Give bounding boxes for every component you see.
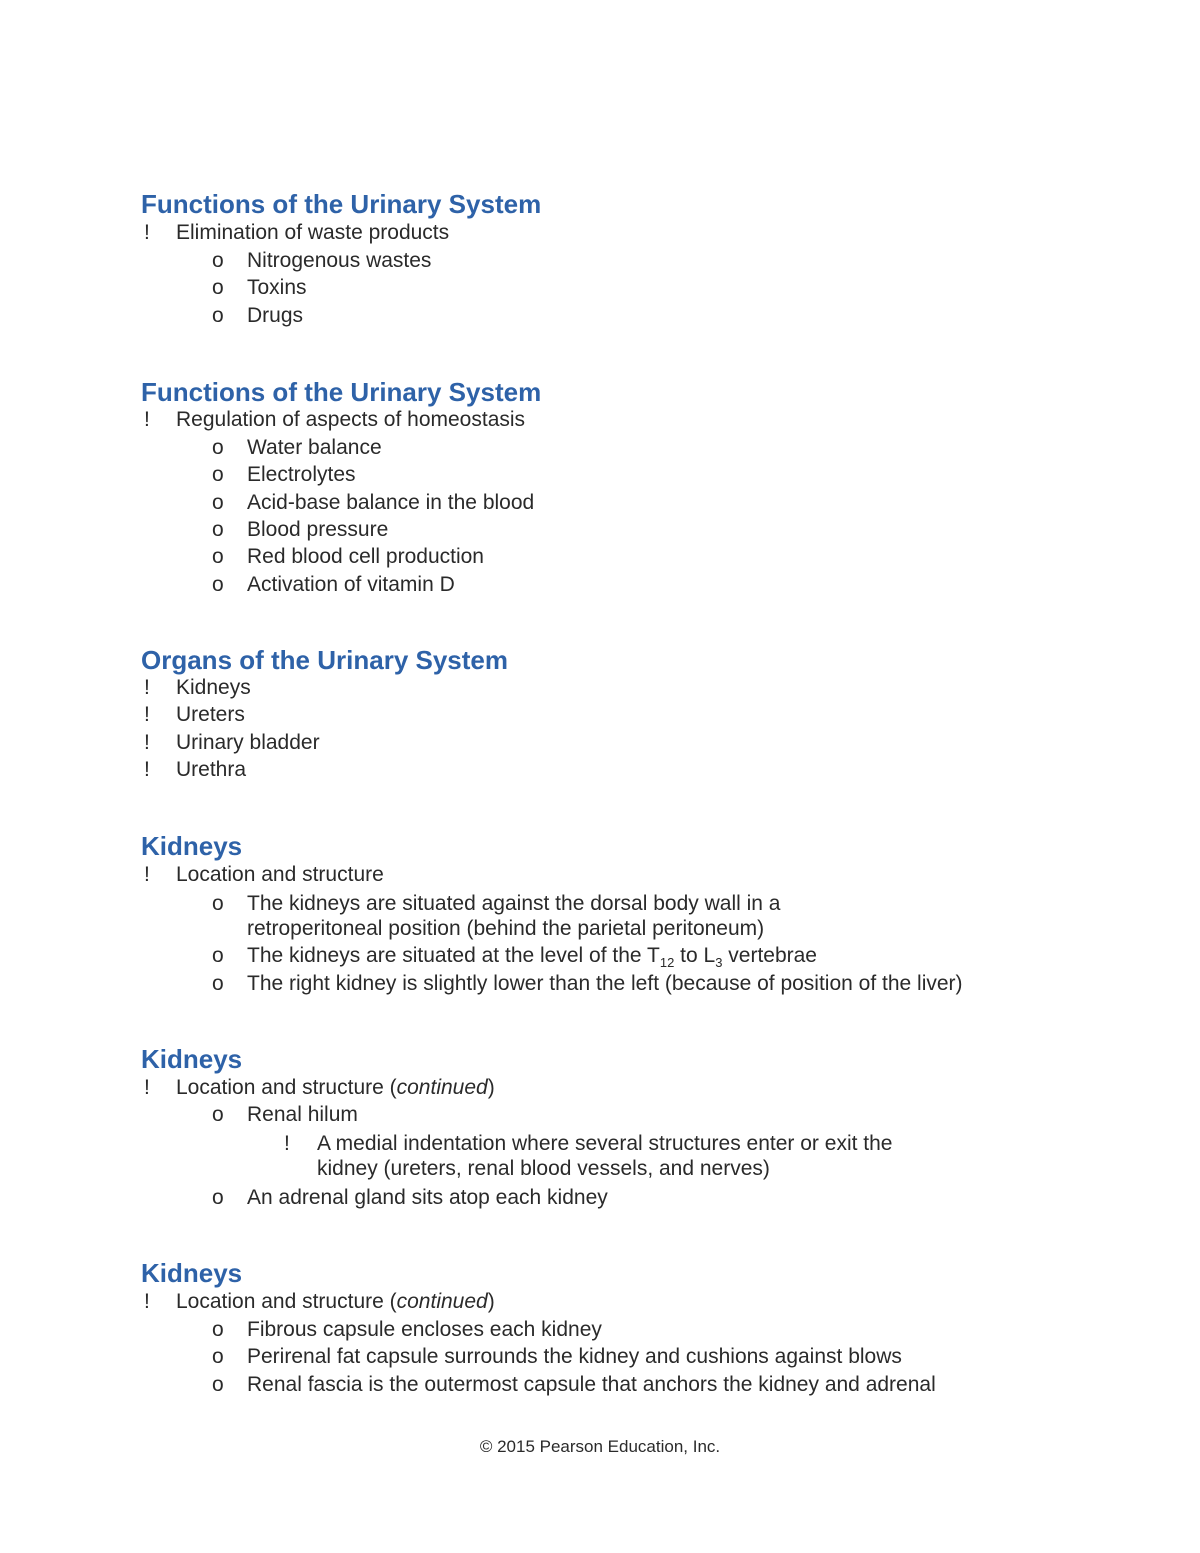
bullet-circle-icon: o — [212, 944, 224, 967]
bullet-circle-icon: o — [212, 249, 224, 272]
bullet-exclaim-icon: ! — [144, 703, 150, 726]
section-kidneys-1: Kidneys ! Location and structure o The kidneys are situated against the dorsal body wall in a retroperitoneal position (behind the parietal peritoneum) o The kidneys are situated at the level of the $T_{12}$ to $L_3$ vertebrae o The right kidney is slightly lower than the left (because of position of the liver) — [141, 831, 1141, 861]
bullet-circle-icon: o — [212, 463, 224, 486]
section-kidneys-2: Kidneys ! Location and structure (continued) o Renal hilum ! A medial indentation where several structures enter or exit the kidney (ureters, renal blood vessels, and nerves) o An adrenal gland sits atop each kidney — [141, 1044, 1141, 1074]
bullet-exclaim-icon: ! — [144, 676, 150, 699]
section-organs: Organs of the Urinary System ! Kidneys ! Ureters ! Urinary bladder ! Urethra — [141, 645, 1141, 675]
bullet-exclaim-icon: ! — [144, 1290, 150, 1313]
bullet-circle-icon: o — [212, 1186, 224, 1209]
bullet-circle-icon: o — [212, 1373, 224, 1396]
bullet-circle-icon: o — [212, 491, 224, 514]
bullet-exclaim-icon: ! — [144, 758, 150, 781]
copyright-footer: © 2015 Pearson Education, Inc. — [479, 1437, 721, 1456]
bullet-circle-icon: o — [212, 972, 224, 995]
section-heading: Functions of the Urinary System — [141, 189, 542, 219]
section-heading: Organs of the Urinary System — [141, 645, 508, 675]
bullet-exclaim-icon: ! — [144, 221, 150, 244]
bullet-circle-icon: o — [212, 545, 224, 568]
bullet-circle-icon: o — [212, 1318, 224, 1341]
bullet-circle-icon: o — [212, 892, 224, 915]
bullet-circle-icon: o — [212, 436, 224, 459]
section-heading: Kidneys — [141, 1258, 243, 1288]
bullet-exclaim-icon: ! — [144, 408, 150, 431]
bullet-exclaim-icon: ! — [144, 1076, 150, 1099]
section-heading: Functions of the Urinary System — [141, 377, 542, 407]
section-functions-2: Functions of the Urinary System ! Regulation of aspects of homeostasis o Water balance o Electrolytes o Acid-base balance in the blood o Blood pressure o Red blood cell production o Activation of vitamin D — [141, 377, 1141, 407]
bullet-circle-icon: o — [212, 573, 224, 596]
bullet-circle-icon: o — [212, 304, 224, 327]
bullet-exclaim-icon: ! — [284, 1132, 290, 1155]
section-heading: Kidneys — [141, 1044, 243, 1074]
section-heading: Kidneys — [141, 831, 243, 861]
bullet-exclaim-icon: ! — [144, 731, 150, 754]
section-kidneys-3: Kidneys ! Location and structure (continued) o Fibrous capsule encloses each kidney o Perirenal fat capsule surrounds the kidney and cushions against blows o Renal fascia is the outermost capsule that anchors the kidney and adrenal — [141, 1258, 1141, 1288]
section-functions-1: Functions of the Urinary System ! Elimination of waste products o Nitrogenous wastes o Toxins o Drugs — [141, 189, 1141, 219]
bullet-circle-icon: o — [212, 518, 224, 541]
bullet-circle-icon: o — [212, 1103, 224, 1126]
bullet-circle-icon: o — [212, 1345, 224, 1368]
bullet-exclaim-icon: ! — [144, 863, 150, 886]
bullet-circle-icon: o — [212, 276, 224, 299]
